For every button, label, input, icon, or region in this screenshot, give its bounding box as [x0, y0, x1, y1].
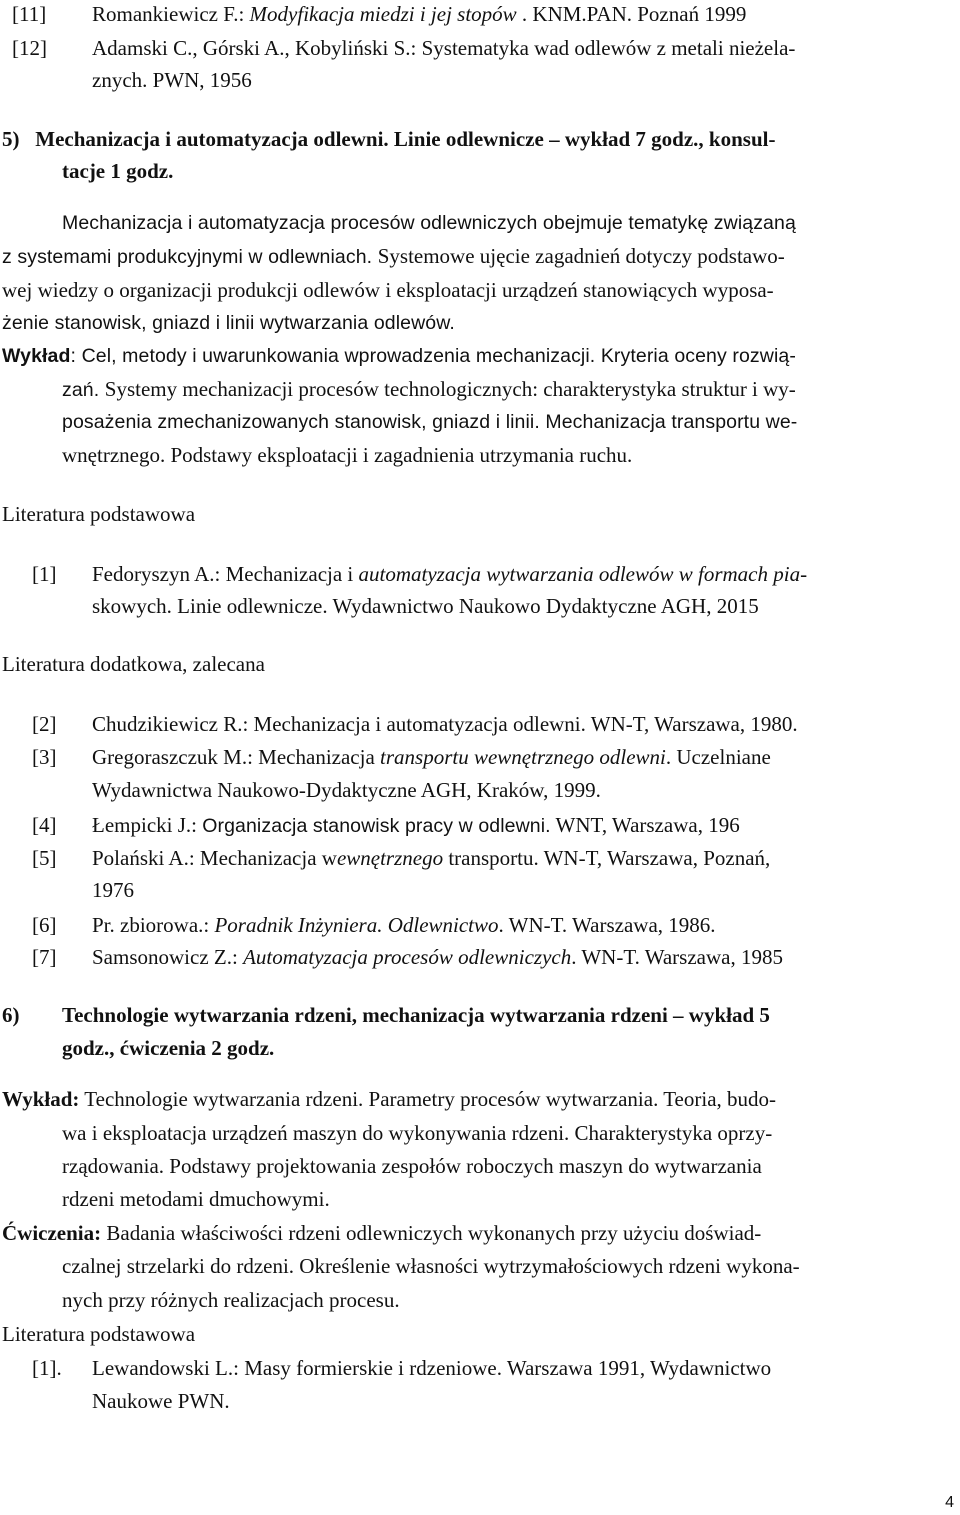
section-number: 6)	[2, 1003, 20, 1027]
lecture-line: rządowania. Podstawy projektowania zespołów roboczych maszyn do wytwarzania	[62, 1154, 762, 1178]
ref-author: Romankiewicz F.:	[92, 2, 250, 26]
reference-item	[92, 562, 807, 586]
ref-publisher: . WN-T. Warszawa, 1985	[571, 945, 783, 969]
ref-author: Fedoryszyn A.:	[92, 562, 226, 586]
exercise-line: czalnej strzelarki do rdzeni. Określenie własności wytrzymałościowych rdzeni wykona-	[62, 1254, 800, 1278]
ref-author: Łempicki J.:	[92, 813, 203, 837]
section-heading-cont: godz., ćwiczenia 2 godz.	[62, 1036, 275, 1060]
exercise-line: nych przy różnych realizacjach procesu.	[62, 1288, 400, 1312]
ref-title: Organizacja stanowisk pracy w odlewni.	[202, 815, 551, 837]
ref-publisher: . Uczelniane	[665, 745, 771, 769]
ref-author: Gregoraszczuk M.: Mechanizacja	[92, 745, 381, 769]
exercise-label: Ćwiczenia:	[2, 1221, 102, 1245]
reference-item: Chudzikiewicz R.: Mechanizacja i automatyzacja odlewni. WN-T, Warszawa, 1980.	[92, 712, 798, 736]
ref-title: ewnętrznego	[336, 846, 444, 870]
paragraph-line: żenie stanowisk, gniazd i linii wytwarzania odlewów.	[2, 312, 455, 334]
ref-publisher: . KNM.PAN. Poznań 1999	[516, 2, 747, 26]
reference-item	[92, 745, 771, 769]
ref-author: Samsonowicz Z.:	[92, 945, 244, 969]
lecture-line	[62, 377, 796, 402]
paragraph-line: wej wiedzy o organizacji produkcji odlewów i eksploatacji urządzeń stanowiących wyposa-	[2, 278, 774, 302]
lecture-line: rdzeni metodami dmuchowymi.	[62, 1187, 330, 1211]
ref-title: transportu wewnętrznego odlewni	[380, 745, 666, 769]
lecture-line	[2, 1087, 776, 1111]
paragraph-line: Mechanizacja i automatyzacja procesów odlewniczych obejmuje tematykę związaną	[62, 212, 796, 234]
ref-number: [3]	[32, 745, 57, 769]
ref-number: [1].	[32, 1356, 62, 1380]
lecture-text: Systemy mechanizacji procesów technologicznych: charakterystyka struktur i wy-	[104, 377, 796, 401]
exercise-line	[2, 1221, 761, 1245]
lecture-line	[2, 344, 796, 368]
lecture-line: posażenia zmechanizowanych stanowisk, gniazd i linii. Mechanizacja transportu we-	[62, 411, 798, 433]
reference-item-line: Naukowe PWN.	[92, 1389, 230, 1413]
literature-heading: Literatura dodatkowa, zalecana	[2, 652, 265, 676]
ref-publisher: WNT, Warszawa, 196	[550, 813, 740, 837]
literature-heading: Literatura podstawowa	[2, 502, 196, 526]
lecture-text: : Cel, metody i uwarunkowania wprowadzenia mechanizacji. Kryteria oceny rozwią-	[70, 345, 796, 367]
reference-item-line: skowych. Linie odlewnicze. Wydawnictwo Naukowo Dydaktyczne AGH, 2015	[92, 594, 759, 618]
ref-publisher: transportu. WN-T, Warszawa, Poznań,	[443, 846, 771, 870]
paragraph-line	[2, 244, 785, 269]
lecture-text: zań.	[62, 379, 105, 401]
ref-title: automatyzacja wytwarzania odlewów w formach pia-	[358, 562, 808, 586]
reference-item	[92, 945, 783, 969]
literature-heading: Literatura podstawowa	[2, 1322, 196, 1346]
ref-number: [12]	[12, 36, 47, 60]
reference-item-line: Adamski C., Górski A., Kobyliński S.: Systematyka wad odlewów z metali nieżela-	[92, 36, 796, 60]
ref-number: [5]	[32, 846, 57, 870]
ref-title: Poradnik Inżyniera. Odlewnictwo	[214, 913, 499, 937]
exercise-text: Badania właściwości rdzeni odlewniczych wykonanych przy użyciu doświad-	[101, 1221, 762, 1245]
reference-item-line: Lewandowski L.: Masy formierskie i rdzeniowe. Warszawa 1991, Wydawnictwo	[92, 1356, 772, 1380]
reference-item-line: Wydawnictwa Naukowo-Dydaktyczne AGH, Kraków, 1999.	[92, 778, 601, 802]
paragraph-fragment: z systemami produkcyjnymi w odlewniach.	[2, 246, 378, 268]
page-number: 4	[945, 1494, 954, 1511]
ref-number: [11]	[12, 2, 47, 26]
section-heading-cont: tacje 1 godz.	[62, 159, 174, 183]
lecture-label: Wykład	[2, 345, 71, 367]
ref-number: [7]	[32, 945, 57, 969]
paragraph-fragment: Systemowe ujęcie zagadnień dotyczy podstawo-	[377, 244, 785, 268]
lecture-line: wnętrznego. Podstawy eksploatacji i zagadnienia utrzymania ruchu.	[62, 443, 633, 467]
reference-item-line: znych. PWN, 1956	[92, 68, 252, 92]
ref-number: [1]	[32, 562, 57, 586]
ref-title: Modyfikacja miedzi i jej stopów	[249, 2, 517, 26]
reference-item	[92, 813, 740, 838]
reference-item	[92, 2, 746, 26]
reference-item-line: 1976	[92, 878, 134, 902]
ref-author: Pr. zbiorowa.:	[92, 913, 215, 937]
ref-number: [4]	[32, 813, 57, 837]
ref-author: Polański A.: Mechanizacja w	[92, 846, 337, 870]
lecture-label: Wykład:	[2, 1087, 80, 1111]
ref-publisher: . WN-T. Warszawa, 1986.	[498, 913, 716, 937]
lecture-line: wa i eksploatacja urządzeń maszyn do wykonywania rdzeni. Charakterystyka oprzy-	[62, 1121, 773, 1145]
reference-item	[92, 913, 716, 937]
ref-number: [2]	[32, 712, 57, 736]
section-heading: Technologie wytwarzania rdzeni, mechanizacja wytwarzania rdzeni – wykład 5	[62, 1003, 770, 1027]
ref-number: [6]	[32, 913, 57, 937]
section-heading: 5) Mechanizacja i automatyzacja odlewni. Linie odlewnicze – wykład 7 godz., konsul-	[2, 127, 776, 151]
lecture-text: Technologie wytwarzania rdzeni. Parametry procesów wytwarzania. Teoria, budo-	[79, 1087, 777, 1111]
ref-title: Mechanizacja i	[225, 562, 359, 586]
ref-title: Automatyzacja procesów odlewniczych	[243, 945, 572, 969]
reference-item	[92, 846, 770, 870]
